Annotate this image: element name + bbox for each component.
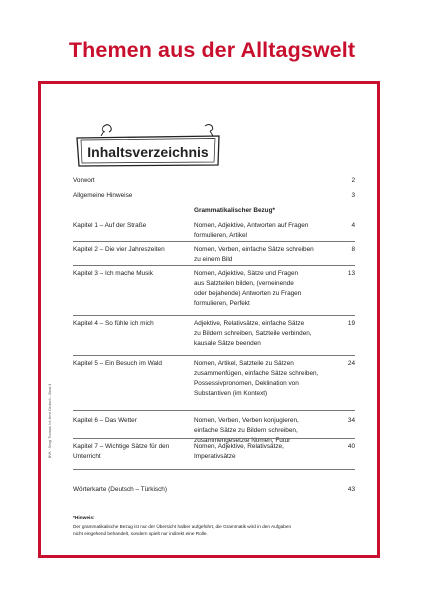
- row-divider: [73, 241, 355, 242]
- grammar-line: Nomen, Adjektive, Antworten auf Fragen: [194, 222, 309, 229]
- toc-entry-grammar: [194, 269, 334, 309]
- side-note: BVK · Sevgi Thomas: Ich lerne Deutsch – Band 4: [48, 383, 52, 458]
- grammar-line: kausale Sätze beenden: [194, 340, 261, 347]
- toc-entry-grammar: [194, 245, 334, 265]
- toc-entry-grammar: [194, 442, 334, 462]
- grammar-line: Nomen, Adjektive, Sätze und Fragen: [194, 270, 299, 277]
- row-divider: [73, 315, 355, 316]
- grammar-line: zu einem Bild: [194, 256, 233, 263]
- grammar-column-header: Grammatikalischer Bezug*: [194, 207, 275, 214]
- page-title: Themen aus der Alltagswelt: [68, 38, 356, 62]
- grammar-line: Nomen, Adjektive, Relativsätze,: [194, 443, 284, 450]
- toc-entry-grammar: [194, 221, 334, 241]
- footnote-line-1: Der grammatikalische Bezug ist nur der Übersicht halber aufgeführt, die Grammatik wird in den Aufgaben: [73, 523, 292, 529]
- toc-entry-title: Kapitel 6 – Das Wetter: [73, 417, 137, 424]
- toc-entry-page: 43: [347, 486, 355, 493]
- toc-entry-page: 19: [347, 320, 355, 327]
- toc-entry-title: Vorwort: [73, 177, 95, 184]
- toc-entry-title-line: Unterricht: [73, 453, 101, 460]
- toc-entry-title: [73, 442, 193, 462]
- toc-entry-page: 8: [351, 246, 355, 253]
- row-divider: [73, 265, 355, 266]
- toc-entry-title: Kapitel 5 – Ein Besuch im Wald: [73, 360, 162, 367]
- toc-entry-title: Wörterkarte (Deutsch – Türkisch): [73, 486, 167, 493]
- grammar-line: Imperativsätze: [194, 453, 236, 460]
- toc-entry-page: 34: [347, 417, 355, 424]
- toc-entry-title-line: Kapitel 7 – Wichtige Sätze für den: [73, 443, 170, 450]
- grammar-line: Possessivpronomen, Deklination von: [194, 380, 299, 387]
- grammar-line: Adjektive, Relativsätze, einfache Sätze: [194, 320, 305, 327]
- grammar-line: formulieren, Perfekt: [194, 300, 250, 307]
- footnote: [73, 515, 355, 538]
- toc-sign: [73, 122, 223, 175]
- toc-heading: Inhaltsverzeichnis: [87, 144, 209, 160]
- grammar-line: formulieren, Artikel: [194, 232, 247, 239]
- row-divider: [73, 355, 355, 356]
- grammar-line: zusammenfügen, einfache Sätze schreiben,: [194, 370, 319, 377]
- grammar-line: Substantiven (im Kontext): [194, 390, 268, 397]
- row-divider: [73, 438, 355, 439]
- toc-entry-page: 40: [347, 443, 355, 450]
- footnote-line-2: nicht eingehend behandelt, sondern spielt nur indirekt eine Rolle.: [73, 531, 208, 536]
- toc-entry-page: 4: [351, 222, 355, 229]
- toc-entry-page: 13: [347, 270, 355, 277]
- row-divider: [73, 469, 355, 470]
- footnote-label: *Hinweis:: [73, 516, 95, 521]
- grammar-line: Nomen, Artikel, Satzteile zu Sätzen: [194, 360, 294, 367]
- grammar-line: aus Satzteilen bilden, (verneinende: [194, 280, 294, 287]
- toc-entry-title: Kapitel 2 – Die vier Jahreszeiten: [73, 246, 165, 253]
- toc-entry-grammar: [194, 319, 334, 349]
- toc-entry-title: Kapitel 1 – Auf der Straße: [73, 222, 147, 229]
- toc-entry-page: 3: [351, 192, 355, 199]
- toc-entry-page: 2: [351, 177, 355, 184]
- toc-entry-title: Kapitel 4 – So fühle ich mich: [73, 320, 154, 327]
- grammar-line: zu Bildern schreiben, Satzteile verbinden,: [194, 330, 312, 337]
- row-divider: [73, 410, 355, 411]
- grammar-line: Nomen, Verben, Verben konjugieren,: [194, 417, 299, 424]
- grammar-line: zusammengesetzte Nomen, Futur: [194, 437, 291, 444]
- grammar-line: Nomen, Verben, einfache Sätze schreiben: [194, 246, 314, 253]
- toc-entry-title: Kapitel 3 – Ich mache Musik: [73, 270, 153, 277]
- toc-entry-grammar: [194, 359, 334, 399]
- grammar-line: einfache Sätze zu Bildern schreiben,: [194, 427, 298, 434]
- toc-entry-page: 24: [347, 360, 355, 367]
- toc-entry-title: Allgemeine Hinweise: [73, 192, 133, 199]
- hanging-sign-icon: [73, 122, 223, 170]
- grammar-line: oder bejahende) Antworten zu Fragen: [194, 290, 302, 297]
